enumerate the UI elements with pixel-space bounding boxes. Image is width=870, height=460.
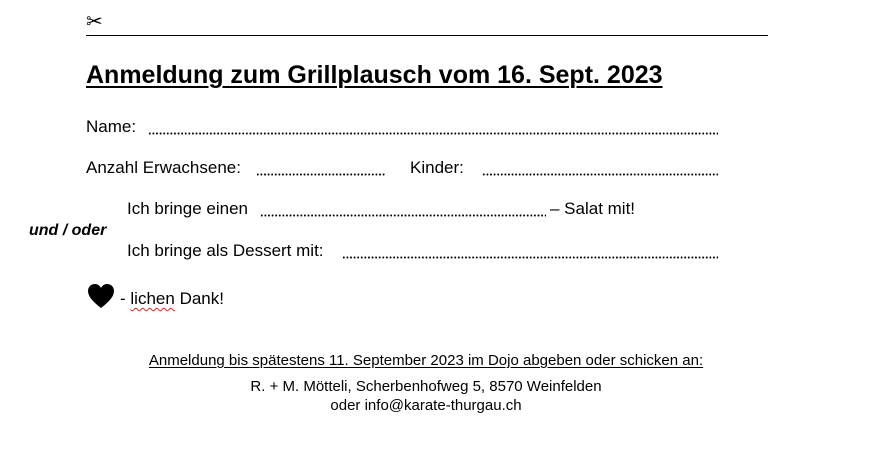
salad-suffix: – Salat mit! (550, 199, 636, 218)
dessert-row (127, 240, 718, 262)
deadline-note: Anmeldung bis spätestens 11. September 2023 im Dojo abgeben oder schicken an: (148, 352, 704, 369)
thanks-dash: - (120, 289, 126, 308)
heart-icon (86, 282, 116, 310)
thanks-text (120, 288, 224, 310)
contact-line: oder info@karate-thurgau.ch (330, 397, 522, 414)
adults-label: Anzahl Erwachsene: (86, 158, 241, 177)
name-field[interactable] (148, 132, 718, 135)
salad-row (127, 198, 647, 220)
name-row (86, 116, 718, 138)
scissors-icon: ✂ (86, 11, 103, 33)
salad-field[interactable] (260, 214, 546, 217)
name-label: Name: (86, 117, 137, 136)
thanks-rest: Dank! (179, 289, 224, 308)
kids-label: Kinder: (410, 158, 464, 177)
dessert-label: Ich bringe als Dessert mit: (127, 241, 324, 260)
dessert-field[interactable] (342, 256, 718, 259)
form-title: Anmeldung zum Grillplausch vom 16. Sept. 2023 (86, 61, 663, 89)
count-row (86, 157, 718, 179)
salad-prefix: Ich bringe einen (127, 199, 248, 218)
adults-field[interactable] (256, 173, 386, 176)
cut-line (86, 35, 768, 36)
and-or-label: und / oder (29, 222, 107, 239)
address-line: R. + M. Mötteli, Scherbenhofweg 5, 8570 Weinfelden (250, 378, 602, 395)
thanks-word: lichen (130, 289, 175, 308)
kids-field[interactable] (482, 173, 718, 176)
